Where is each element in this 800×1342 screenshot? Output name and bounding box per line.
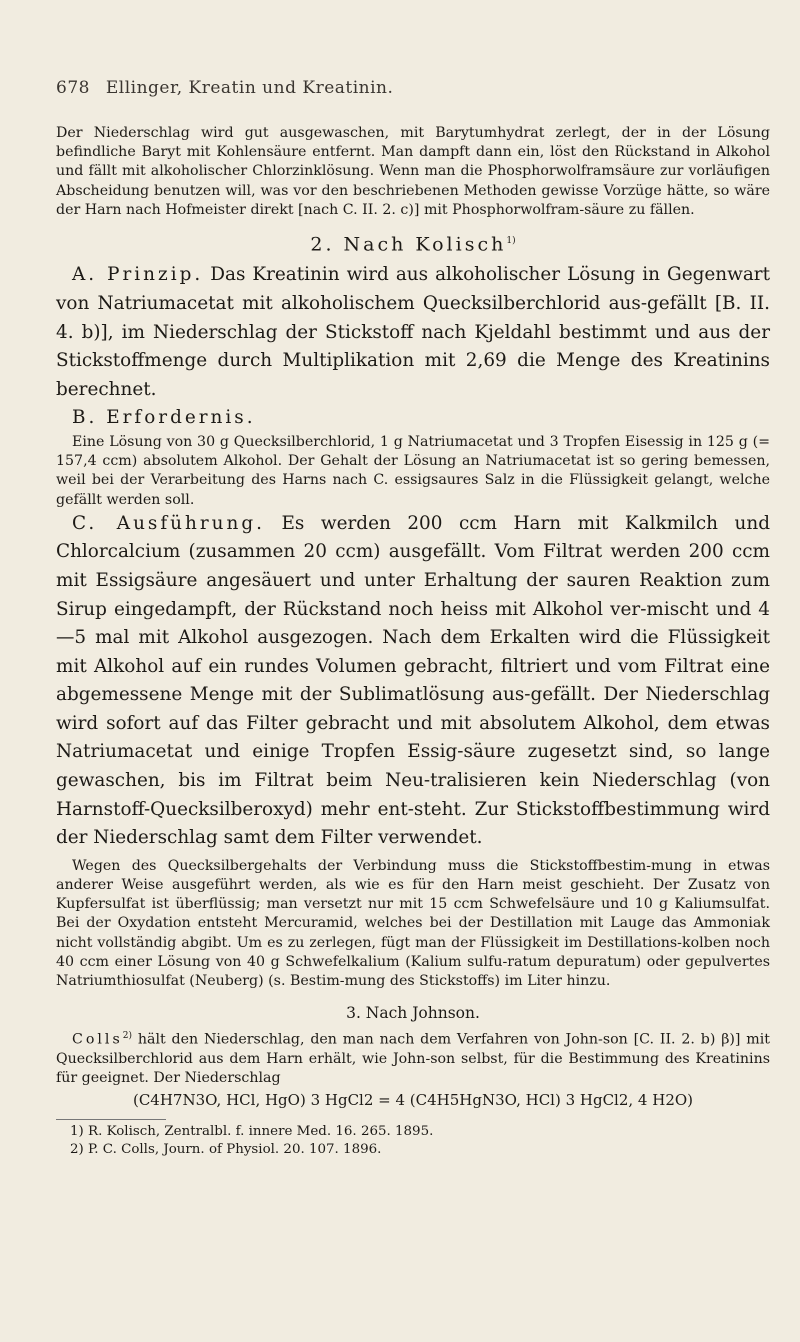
running-title: Ellinger, Kreatin und Kreatinin.: [105, 78, 394, 98]
footnote-divider: [56, 1119, 166, 1120]
section-3-text: hält den Niederschlag, den man nach dem Verfahren von John-son [C. II. 2. b) β)] mit Quecksilberchlorid aus dem Harn erhält, wie John-son selbst, für die Bestimmung des Kreatinins für geeignet. Der Niederschlag: [56, 1032, 770, 1087]
section-3-heading: 3. Nach Johnson.: [346, 1004, 480, 1023]
intro-paragraph: Der Niederschlag wird gut ausgewaschen, mit Barytumhydrat zerlegt, der in der Lösung befindliche Baryt mit Kohlensäure entfernt. Man dampft dann ein, löst den Rückstand in Alkohol und fällt mit alkoholischer Chlorzinklösung. Wenn man die Phosphorwolframsäure zur vorläufigen Abscheidung benutzen will, was vor den beschriebenen Methoden gewisse Vorzüge hätte, so wäre der Harn nach Hofmeister direkt [nach C. II. 2. c)] mit Phosphorwolfram-säure zu fällen.: [56, 125, 770, 218]
requirements-heading: B. Erfordernis.: [72, 407, 256, 429]
requirements-paragraph: Eine Lösung von 30 g Quecksilberchlorid, 1 g Natriumacetat und 3 Tropfen Eisessig in 125 g (= 157,4 ccm) absolutem Alkohol. Der Gehalt der Lösung an Natriumacetat ist so gering bemessen, weil bei der Verarbeitung des Harns nach C. essigsaures Salz in die Flüssigkeit gelangt, welche gefällt werden soll.: [56, 433, 770, 508]
section-2-heading: 2. Nach Kolisch$^{1)}$: [310, 233, 516, 256]
execution-paragraph: [56, 510, 770, 853]
page-number: 678: [56, 78, 90, 98]
chemical-formula: (C4H7N3O, HCl, HgO) 3 HgCl2 = 4 (C4H5HgN3O, HCl) 3 HgCl2, 4 H2O): [132, 1090, 694, 1109]
page: [56, 78, 770, 1159]
execution-label: C. Ausführung.: [72, 512, 265, 534]
principle-text: Das Kreatinin wird aus alkoholischer Lösung in Gegenwart von Natriumacetat mit alkoholischem Quecksilberchlorid aus-gefällt [B. II. 4. b)], im Niederschlag der Stickstoff nach Kjeldahl bestimmt und aus der Stickstoffmenge durch Multiplikation mit 2,69 die Menge des Kreatinins berechnet.: [56, 264, 770, 400]
principle-label: A. Prinzip.: [72, 264, 204, 286]
execution-text: Es werden 200 ccm Harn mit Kalkmilch und Chlorcalcium (zusammen 20 ccm) ausgefällt. Vom Filtrat werden 200 ccm mit Essigsäure angesäuert und unter Erhaltung der sauren Reaktion zum Sirup eingedampft, der Rückstand noch heiss mit Alkohol ver-mischt und 4—5 mal mit Alkohol ausgezogen. Nach dem Erkalten wird die Flüssigkeit mit Alkohol auf ein rundes Volumen gebracht, filtriert und vom Filtrat eine abgemessene Menge mit der Sublimatlösung aus-gefällt. Der Niederschlag wird sofort auf das Filter gebracht und mit absolutem Alkohol, dem etwas Natriumacetat und einige Tropfen Essig-säure zugesetzt sind, so lange gewaschen, bis im Filtrat beim Neu-tralisieren kein Niederschlag (von Harnstoff-Quecksilberoxyd) mehr ent-steht. Zur Stickstoffbestimmung wird der Niederschlag samt dem Filter verwendet.: [56, 512, 770, 849]
section-3-paragraph: Colls$^{2)}$ hält den Niederschlag, den man nach dem Verfahren von John-son [C. II. 2. b) β)] mit Quecksilberchlorid aus dem Harn erhält, wie John-son selbst, für die Bestimmung des Kreatinins für geeignet. Der Niederschlag: [56, 1031, 770, 1087]
author-name: Colls: [72, 1032, 123, 1048]
note-paragraph: Wegen des Quecksilbergehalts der Verbindung muss die Stickstoffbestim-mung in etwas anderer Weise ausgeführt werden, als wie es für den Harn meist geschieht. Der Zusatz von Kupfersulfat ist überflüssig; man versetzt nur mit 15 ccm Schwefelsäure und 10 g Kaliumsulfat. Bei der Oxydation entsteht Mercuramid, welches bei der Destillation mit Lauge das Ammoniak nicht vollständig abgibt. Um es zu zerlegen, fügt man der Flüssigkeit im Destillations-kolben noch 40 ccm einer Lösung von 40 g Schwefelkalium (Kalium sulfu-ratum depuratum) oder gepulvertes Natriumthiosulfat (Neuberg) (s. Bestim-mung des Stickstoffs) im Liter hinzu.: [56, 857, 770, 990]
footnote-2: 2) P. C. Colls, Journ. of Physiol. 20. 107. 1896.: [70, 1141, 382, 1157]
principle-paragraph: [56, 261, 770, 404]
running-header: [56, 78, 770, 98]
footnote-1: 1) R. Kolisch, Zentralbl. f. innere Med. 16. 265. 1895.: [70, 1123, 434, 1139]
